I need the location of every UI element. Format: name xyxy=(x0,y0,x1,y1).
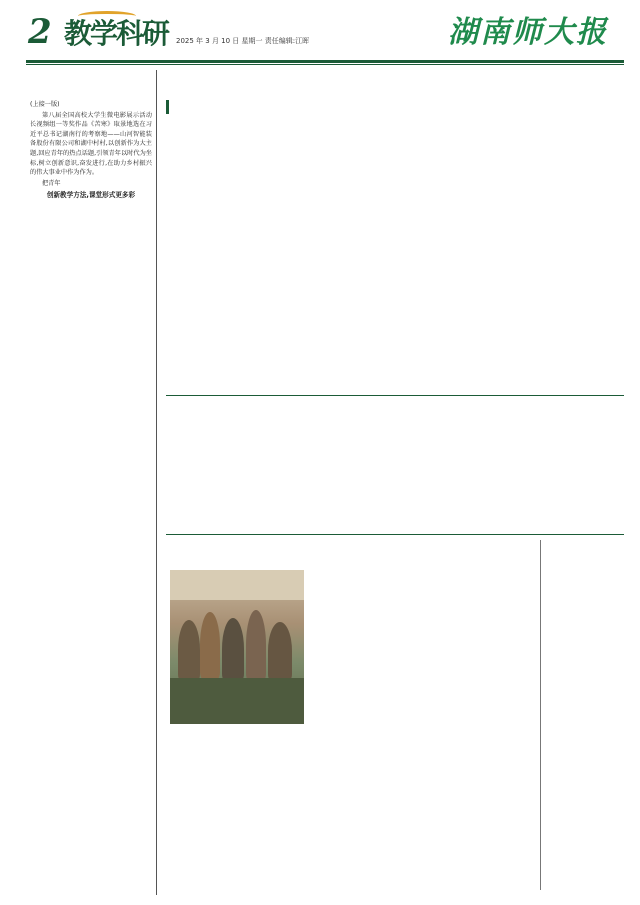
section-rule xyxy=(166,534,624,535)
left-paragraph: 把青年 xyxy=(42,179,61,187)
article2-column-1 xyxy=(168,432,278,532)
article2-column-4 xyxy=(516,432,624,532)
article1-column-3 xyxy=(400,160,510,382)
article2-column-2 xyxy=(284,432,394,532)
article1-column-4 xyxy=(516,160,624,382)
header-rule xyxy=(26,60,624,63)
section-rule xyxy=(166,395,624,396)
page-number: 2 xyxy=(28,12,52,52)
left-paragraph: 第八届全国高校大学生微电影展示活动长视频组一等奖作品《苦寒》取景地选在习近平总书记湖南行的考察地——山河智能装备股份有限公司和湖中村村,以创新作为大主题,回应青年的热点话题,引领青年以时代为坐标,树立创新意识,奋发进行,在助力乡村振兴的伟大事业中作为作为。 xyxy=(30,111,152,177)
article4-text-column xyxy=(420,560,538,895)
newspaper-masthead: 湖南师大报 xyxy=(448,15,608,50)
left-column-article xyxy=(30,100,152,890)
artwork-photo xyxy=(170,570,304,724)
article2-column-3 xyxy=(400,432,510,532)
article1-column-1 xyxy=(168,160,278,382)
kicker-bar xyxy=(166,100,169,114)
article3-column-2 xyxy=(308,562,416,895)
left-subhead: 创新教学方法,课堂形式更多彩 xyxy=(46,191,136,200)
header-rule-thin xyxy=(26,64,624,65)
column-divider xyxy=(156,70,157,895)
article4-headline-box xyxy=(540,536,624,888)
left-lead: (上接一版) xyxy=(30,101,60,108)
page-header xyxy=(26,8,626,60)
issue-meta: 2025 年 3 月 10 日 星期一 责任编辑:江晖 xyxy=(176,37,310,45)
section-title: 教学科研 xyxy=(64,17,169,50)
article1-column-2 xyxy=(284,160,394,382)
article3-column-1 xyxy=(170,765,304,895)
